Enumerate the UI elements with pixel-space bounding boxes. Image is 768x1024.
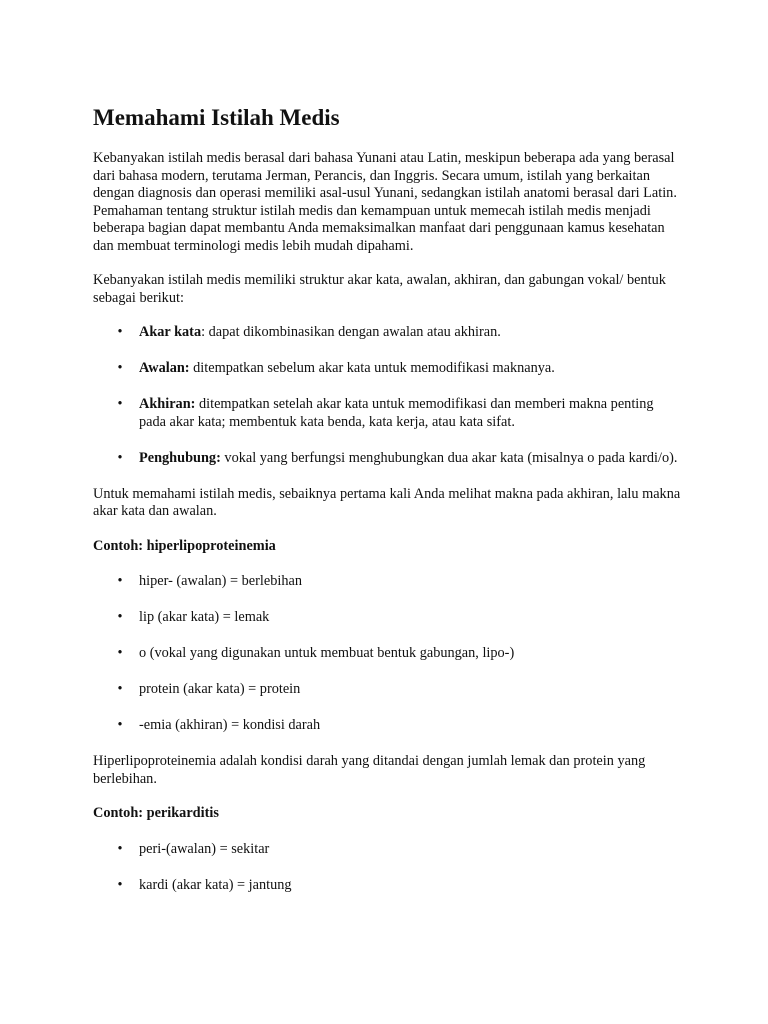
list-item-text: kardi (akar kata) = jantung	[139, 876, 292, 893]
term-description: ditempatkan setelah akar kata untuk memodifikasi dan memberi makna penting pada akar kata; membentuk kata benda, kata kerja, atau kata sifat.	[139, 396, 654, 430]
bullet-icon: •	[117, 645, 123, 661]
bullet-icon: •	[117, 876, 123, 893]
bullet-icon: •	[117, 681, 123, 697]
bullet-icon: •	[117, 396, 123, 412]
conclusion-paragraph: Hiperlipoproteinemia adalah kondisi darah yang ditandai dengan jumlah lemak dan protein yang berlebihan.	[93, 753, 646, 787]
term-label: Akhiran:	[139, 396, 196, 412]
example-heading-1: Contoh: hiperlipoproteinemia	[93, 537, 276, 554]
bullet-icon: •	[117, 573, 123, 589]
term-description: ditempatkan sebelum akar kata untuk memodifikasi maknanya.	[189, 360, 555, 376]
list-item	[93, 573, 683, 591]
approach-paragraph: Untuk memahami istilah medis, sebaiknya pertama kali Anda melihat makna pada akhiran, lalu makna akar kata dan awalan.	[93, 485, 681, 519]
document-title: Memahami Istilah Medis	[93, 105, 340, 130]
term-label: Penghubung:	[139, 449, 221, 466]
list-item	[93, 645, 683, 663]
list-item-text: hiper- (awalan) = berlebihan	[139, 573, 302, 589]
list-item-text: peri-(awalan) = sekitar	[139, 840, 270, 857]
list-item	[93, 450, 683, 468]
bullet-icon: •	[117, 324, 123, 340]
bullet-icon: •	[117, 360, 123, 376]
list-item	[93, 717, 683, 735]
bullet-icon: •	[117, 840, 123, 857]
list-item-text: protein (akar kata) = protein	[139, 681, 301, 697]
list-item	[93, 396, 683, 431]
intro-paragraph: Kebanyakan istilah medis berasal dari bahasa Yunani atau Latin, meskipun beberapa ada yang berasal dari bahasa modern, terutama Jerman, Perancis, dan Inggris. Secara umum, istilah yang berkaitan dengan diagnosis dan operasi memiliki asal-usul Yunani, sedangkan istilah anatomi berasal dari Latin. Pemahaman tentang struktur istilah medis dan kemampuan untuk memecah istilah medis menjadi beberapa bagian dapat membantu Anda memaksimalkan manfaat dari penggunaan kamus kesehatan dan membuat terminologi medis lebih mudah dipahami.	[93, 150, 677, 254]
term-label: Akar kata	[139, 324, 202, 340]
example-heading-2: Contoh: perikarditis	[93, 805, 219, 821]
term-description: vokal yang berfungsi menghubungkan dua akar kata (misalnya o pada kardi/o).	[220, 449, 678, 466]
structure-paragraph: Kebanyakan istilah medis memiliki struktur akar kata, awalan, akhiran, dan gabungan vokal/ bentuk sebagai berikut:	[93, 272, 666, 306]
bullet-icon: •	[117, 717, 123, 733]
list-item	[93, 877, 683, 895]
term-parts-list	[93, 324, 683, 467]
term-label: Awalan:	[139, 360, 190, 376]
list-item	[93, 324, 683, 342]
example-list-2	[93, 841, 683, 895]
list-item	[93, 609, 683, 627]
list-item-text: o (vokal yang digunakan untuk membuat bentuk gabungan, lipo-)	[139, 645, 515, 661]
bullet-icon: •	[117, 609, 123, 625]
term-description: : dapat dikombinasikan dengan awalan atau akhiran.	[201, 324, 501, 340]
list-item	[93, 360, 683, 378]
list-item-text: -emia (akhiran) = kondisi darah	[139, 717, 321, 733]
list-item	[93, 841, 683, 859]
example-list-1	[93, 573, 683, 735]
bullet-icon: •	[117, 449, 123, 466]
document-page	[93, 104, 683, 913]
list-item	[93, 681, 683, 699]
list-item-text: lip (akar kata) = lemak	[139, 609, 270, 625]
